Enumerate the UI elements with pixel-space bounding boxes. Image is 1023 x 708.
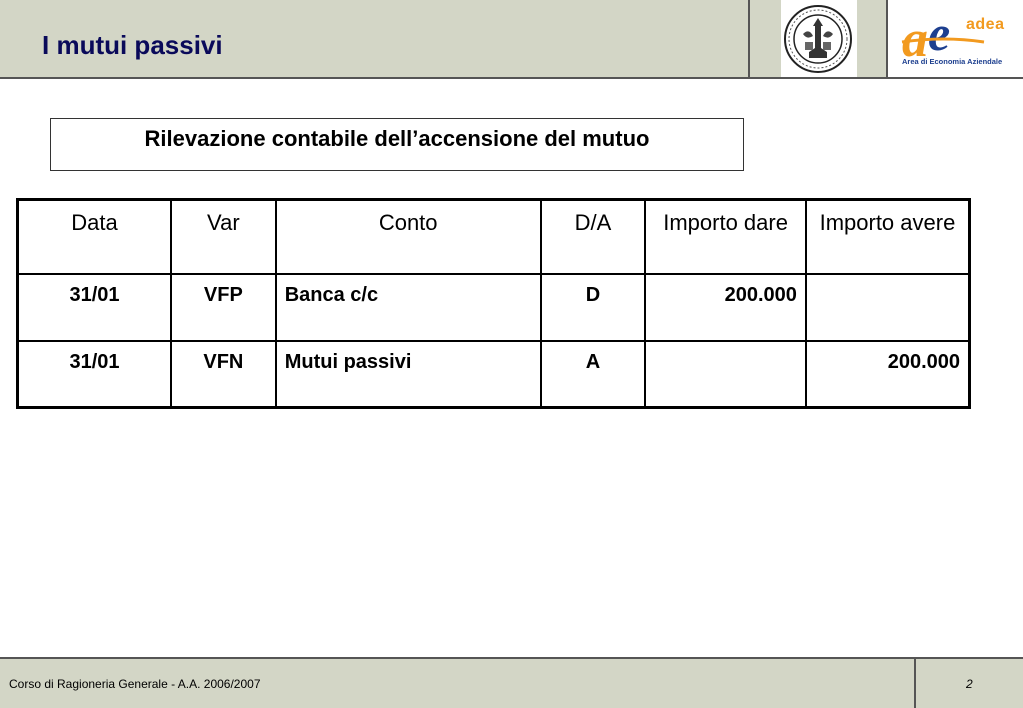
header-band [0,0,1023,79]
adea-logo-box [888,0,1023,77]
cell-conto: Banca c/c [276,274,541,341]
col-header-var: Var [171,200,276,274]
journal-table [16,198,971,409]
cell-dare [645,341,806,408]
adea-tagline: Area di Economia Aziendale [902,57,1003,66]
cell-dare: 200.000 [645,274,806,341]
footer-course: Corso di Ragioneria Generale - A.A. 2006/2007 [9,677,261,691]
subtitle: Rilevazione contabile dell’accensione del mutuo [144,126,650,151]
university-logo-box [781,0,857,77]
cell-data: 31/01 [18,274,172,341]
table-row [18,274,970,341]
page-title: I mutui passivi [42,30,223,60]
footer-divider [914,659,916,708]
adea-word: adea [966,16,1005,33]
col-header-importo-avere: Importo avere [806,200,970,274]
cell-avere [806,274,970,341]
svg-text:e: e [928,6,951,61]
header-divider [748,0,750,79]
university-seal-icon [783,4,853,74]
svg-text:a: a [902,11,928,68]
table-header-row [18,200,970,274]
cell-da: D [541,274,646,341]
cell-var: VFP [171,274,276,341]
col-header-da: D/A [541,200,646,274]
col-header-data: Data [18,200,172,274]
cell-conto: Mutui passivi [276,341,541,408]
table-row [18,341,970,408]
footer-band [0,657,1023,708]
cell-data: 31/01 [18,341,172,408]
cell-da: A [541,341,646,408]
cell-var: VFN [171,341,276,408]
col-header-conto: Conto [276,200,541,274]
col-header-importo-dare: Importo dare [645,200,806,274]
adea-wordmark [966,16,1004,34]
cell-avere: 200.000 [806,341,970,408]
page-number: 2 [966,677,973,691]
subtitle-box [50,118,744,171]
